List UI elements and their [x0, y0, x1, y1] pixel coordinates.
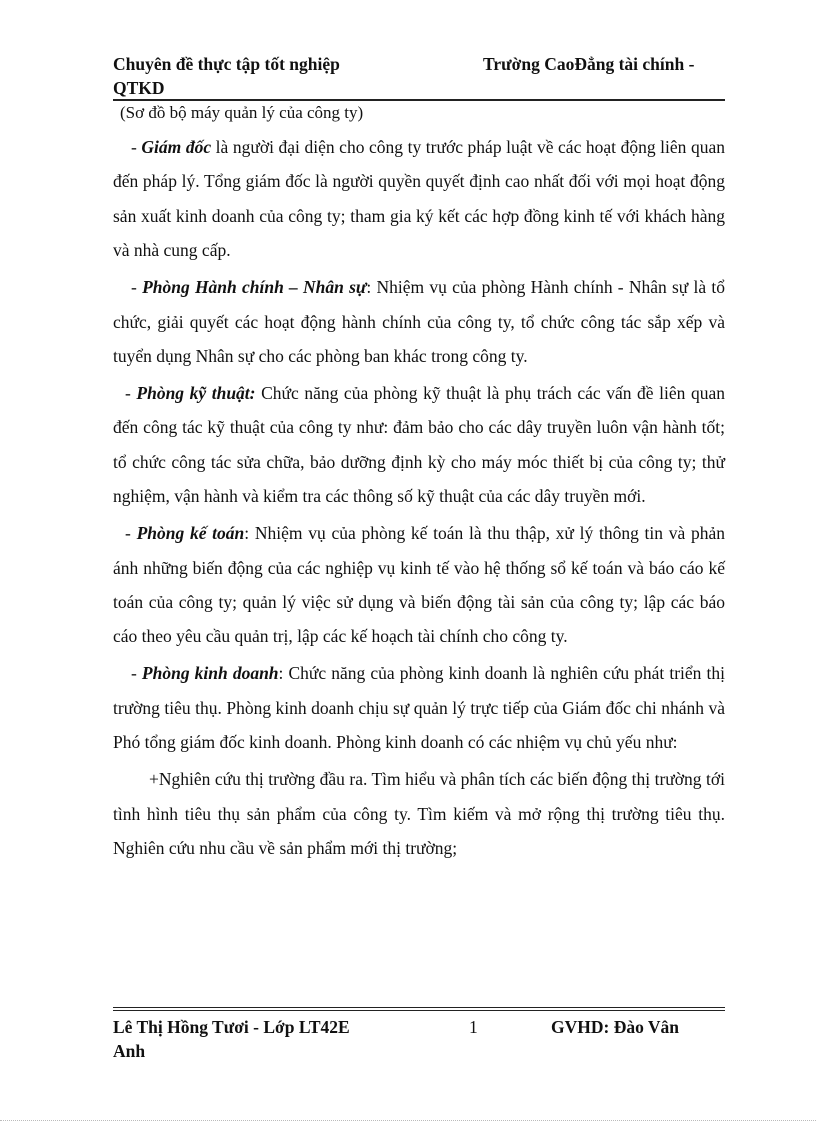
bullet-dash: - — [125, 383, 137, 404]
footer-rule-top — [113, 1007, 725, 1008]
bullet-dash: - — [131, 137, 142, 157]
footer-rule-bottom — [113, 1010, 725, 1011]
paragraph-sales — [113, 656, 725, 759]
header-thesis-title: Chuyên đề thực tập tốt nghiệp — [113, 54, 340, 74]
bullet-dash: - — [125, 523, 137, 544]
paragraph-technical — [113, 376, 725, 514]
term-hr: Phòng Hành chính – Nhân sự — [142, 277, 367, 298]
bullet-dash: - — [131, 277, 143, 298]
document-body — [113, 130, 725, 868]
paragraph-market-research: +Nghiên cứu thị trường đầu ra. Tìm hiểu và phân tích các biến động thị trường tới tình hình tiêu thụ sản phẩm của công ty. Tìm kiếm và mở rộng thị trường tiêu thụ. Nghiên cứu nhu cầu về sản phẩm mới thị trường; — [113, 769, 725, 859]
term-technical: Phòng kỹ thuật: — [136, 383, 256, 404]
footer-author: Lê Thị Hồng Tươi - Lớp LT42E — [113, 1017, 350, 1037]
footer-supervisor: GVHD: Đào Vân — [551, 1017, 680, 1037]
footer-supervisor-continuation: Anh — [113, 1041, 146, 1061]
paragraph-accounting — [113, 516, 725, 654]
page-edge-dotted-line — [0, 1120, 816, 1121]
term-sales: Phòng kinh doanh — [141, 663, 279, 684]
header-school-name: Trường CaoĐẳng tài chính - — [483, 54, 695, 74]
figure-caption: (Sơ đồ bộ máy quản lý của công ty) — [120, 103, 364, 122]
paragraph-text: : Nhiệm vụ của phòng Hành chính - Nhân sự là tổ chức, giải quyết các hoạt động hành chính của công ty, tổ chức công tác sắp xếp và tuyển dụng Nhân sự cho các phòng ban khác trong công ty. — [113, 277, 725, 367]
term-director: Giám đốc — [141, 137, 212, 157]
bullet-dash: - — [131, 663, 142, 684]
term-accounting: Phòng kế toán — [136, 523, 245, 544]
paragraph-hr — [113, 270, 725, 373]
footer-page-number: 1 — [469, 1017, 478, 1037]
paragraph-text: : Chức năng của phòng kinh doanh là nghiên cứu phát triển thị trường tiêu thụ. Phòng kinh doanh chịu sự quản lý trực tiếp của Giám đốc chi nhánh và Phó tổng giám đốc kinh doanh. Phòng kinh doanh có các nhiệm vụ chủ yếu như: — [113, 663, 725, 753]
paragraph-text: Chức năng của phòng kỹ thuật là phụ trách các vấn đề liên quan đến công tác kỹ thuật của công ty như: đảm bảo cho các dây truyền luôn vận hành tốt; tổ chức công tác sửa chữa, bảo dưỡng định kỳ cho máy móc thiết bị của công ty; thử nghiệm, vận hành và kiểm tra các thông số kỹ thuật của các dây truyền mới. — [113, 383, 725, 507]
header-school-continuation: QTKD — [113, 78, 165, 98]
paragraph-text: : Nhiệm vụ của phòng kế toán là thu thập, xử lý thông tin và phản ánh những biến động của các nghiệp vụ kinh tế vào hệ thống sổ kế toán và báo cáo kế toán của công ty; quản lý việc sử dụng và biến động tài sản của công ty; lập các báo cáo theo yêu cầu quản trị, lập các kế hoạch tài chính cho công ty. — [113, 523, 726, 647]
paragraph-director — [113, 130, 725, 268]
paragraph-text: là người đại diện cho công ty trước pháp luật về các hoạt động liên quan đến pháp lý. Tổng giám đốc là người quyền quyết định cao nhất đối với mọi hoạt động sản xuất kinh doanh của công ty; tham gia ký kết các hợp đồng kinh tế với khách hàng và nhà cung cấp. — [113, 137, 725, 261]
